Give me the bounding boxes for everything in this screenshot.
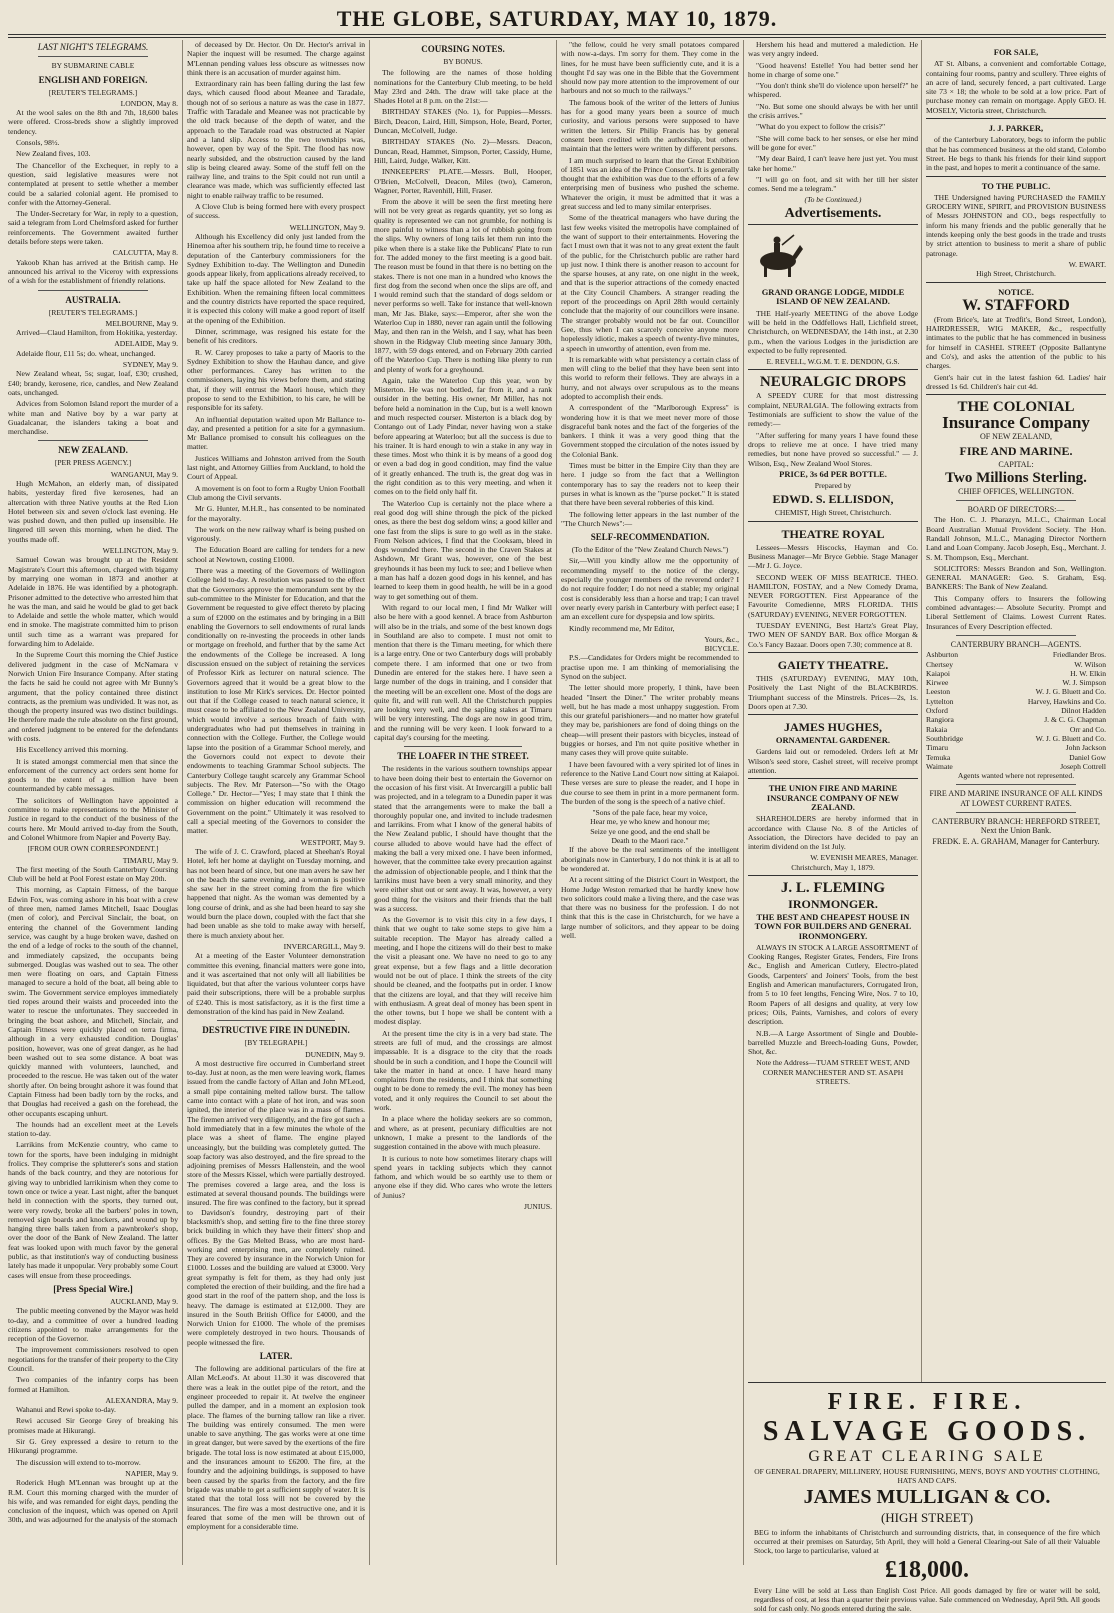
paragraph: A most destructive fire occurred in Cumberland street to-day. Just at noon, as the men were leaving work, flames issued from the candle factory of Allan and John M'Leod, a small pipe containing melted tallow burst. The tallow came into contact with a plate of hot iron, and was soon ignited, the interior of the place was in a mass of flames. The firemen arrived very diligently, and the fire got such a hold immediately that in a few minutes the whole of the place was a sheet of flame. The engine played unceasingly, but the building was completely gutted. The soap factory was also destroyed, and the fire spread to the adjoining premises of Messrs Hallenstein, and the wool store of the Messrs Kissel, which were partially destroyed. The premises covered a large area, and the loss is estimated at several thousand pounds. The buildings were insured. The fire was confined to the factory, but it spread to Davidson's foundry, destroying part of their blacksmith's shop, and setting fire to the fine three storey brick building in which they have their fitters' shop and offices. By the Gas Melted Brass, who are most hard-working and enterprising men, are completely ruined. They are covered by insurance in the Norwich Union for £1000. Losses and the building are valued at £3000. Very great sympathy is felt for them, as they had only just completed the erection of their building, and the fire had a good start in the roof of the pattern shop, and the loss is heavy. The damage is estimated at £12,000. They are insured in the South British Office for £4000, and the Norwich Union for £1000. The whole of the premises were completely destroyed in two hours. Thousands of people witnessed the fire. [187,1058,365,1347]
verse-line: "Sons of the pale face, hear my voice, [592,808,708,818]
rule [38,56,148,57]
paragraph: It is remarkable with what persistency a certain class of men will cling to the belief that they have been sent into this world to reform their fellows. They are always in a hurry, and not always over scrupulous as to the means adopted to accomplish their ends. [561,354,739,401]
advert-terms: Every Line will be sold at Less than English Cost Price. All goods damaged by fire or water will be sold, regardless of cost, at less than a quarter their previous value. Sale commenced on Wednesday, April 9th. All goods sold for cash only. No goods entered during the sale. [754,1586,1100,1613]
dateline: NAPIER, May 9. [125,1468,178,1478]
advert-text: OF NEW ZEALAND, [979,432,1053,442]
dateline: DUNEDIN, May 9. [305,1049,365,1059]
advert-firm-address: (HIGH STREET) [880,1510,974,1525]
dateline: CALCUTTA, May 8. [112,248,178,258]
rule [956,812,1076,813]
paragraph: "You don't think she'll do violence upon herself?" he whispered. [748,81,918,100]
advert-title: TO THE PUBLIC. [981,180,1051,191]
paragraph: I have been favoured with a very spirited lot of lines in reference to the Native Land Court now sitting at Kaiapoi. These verses are sure to please the reader, and I hope in due course to see them in print in a more permanent form. The burden of the song is the speech of a native chief. [561,759,739,806]
advert-signature: W. EVENISH MEARES, Manager. [810,853,918,863]
paragraph: The following letter appears in the last number of the "The Church News":— [561,509,739,528]
agent-row [926,669,1106,678]
rule [956,784,1076,785]
paragraph: Rewi accused Sir George Grey of breaking his promises made at Hikurangi. [8,1416,178,1435]
agent-town: Timaru [926,743,949,753]
paragraph: With regard to our local men, I find Mr Walker will also be here with a good kennel. A brace from Ashburton will also be in the trials, and some of the best known dogs in Southland are also to compete. I must not omit to mention that there is the Timaru meeting, for which there is a large entry. One or two Canterbury dogs will probably compete there. I am informed that one or two from Dunedin are entered for the stakes here. I have seen a large number of the dogs in training, and I consider that the meeting will be an excellent one. Most of the dogs are quite fit, and will run well. All the Christchurch puppies are looking very well, and the sapling stakes at Timaru will be very interesting. The dogs are now in good trim, and the running will be very keen. I look forward to a capital day's coursing for the meeting. [374,602,552,743]
column-rule [556,40,557,1565]
column-4 [561,40,739,1565]
section-heading: AUSTRALIA. [65,294,121,305]
paragraph: BIRTHDAY STAKES (No. 2)—Messrs. Deacon, Duncan, Read, Hammet, Simpson, Porter, Cassidy, Hume, Hill, Laird, Judge, Walker, Kitt. [374,137,552,165]
column-3 [374,40,552,1565]
dateline: ADELAIDE, May 9. [114,339,178,349]
advert-subtitle: Insurance Company [942,413,1090,433]
advert-title: GRAND ORANGE LODGE, MIDDLE ISLAND OF NEW ZEALAND. [761,287,905,307]
closing: Yours, &c., [704,634,739,644]
advert-body: "After suffering for many years I have found these drops to relieve me at once. I have tried many remedies, but none have proved so successful." — J. Wilson, Esq., New Zealand Wool Stores. [748,430,918,468]
paragraph: At a meeting of the Easter Volunteer demonstration committee this evening, financial matters were gone into, and it was ascertained that not only will all liabilities be liquidated, but that after the various volunteer corps have paid their subscriptions, there will be a probable surplus of £240. This is most satisfactory, as it is the first time a demonstration of the kind has paid in New Zealand. [187,951,365,1016]
paragraph: The improvement commissioners resolved to open negotiations for the transfer of their property to the City Council. [8,1345,178,1373]
agent-town: Kaiapoi [926,668,951,678]
paragraph: The solicitors of Wellington have appointed a committee to make representations to the Minister of Justice in regard to the conduct of the business of the courts here. Mr Mould arrived to-day from the South, and Colonel Whitmore from Napier and Poverty Bay. [8,795,178,842]
advert-parker [926,118,1106,172]
advert-body: The Hon. C. J. Pharazyn, M.L.C., Chairman Local Board Australian Mutual Provident Society. The Hon. Randall Johnson, M.L.C., Managing Director Northern Land and Loan Company. Jacob Joseph, Esq., Merchant. J. S. M. Thompson, Esq., Merchant. [926,515,1106,562]
agent-row [926,725,1106,734]
paragraph: In a place where the holiday seekers are so common, and where, as at present, pecuniary difficulties are not unknown, I make a present to the landlords of the suggestion contained in the above with much pleasure. [374,1114,552,1152]
column-1 [8,40,178,1565]
paragraph: "the fellow, could he very small potatoes compared with now-a-days. I'm sorry for them. They come in the lines, for he must have been sufficiently cute, and it is a thought I'd say was one in the Bible that the Government should now pay more attention to the improvement of our harbours and not so much to the railways." [561,40,739,96]
paragraph: Sir G. Grey expressed a desire to return to the Hikurangi programme. [8,1437,178,1456]
rule [956,500,1076,501]
dateline: ALEXANDRA, May 9. [105,1395,178,1405]
paragraph: Extraordinary rain has been falling during the last few days, which caused flood about Meanee and Taradale, though not of so serious a nature as was the case in 1877. Traffic with Taradale and Meanee was not practicable by the old track because of the depth of water, and the approach to the Taradale road was obstructed at Napier and a land slip. Access to the two townships was, however, open by way of the Spit. The flood has now nearly subsided, and the obstruction caused by the land slip is being cleared away. Some of the stuff fell on the railway line, and trains to the Spit could not run until a clearance was made, which was sufficiently effected last night to enable railway traffic to be resumed. [187,79,365,200]
advert-body: Lessees—Messrs Hiscocks, Hayman and Co. Business Manager—Mr Bryce Gebbie. Stage Manager—Mr J. G. Joyce. [748,542,918,571]
advert-body: THE Undersigned having PURCHASED the FAMILY GROCERY WINE, SPIRIT, and PROVISION BUSINESS of Messrs JOHNSTON and CO., begs respectfully to inform his many friends and the public generally that he intends keeping only the best goods in the trade and trusts by strict attention to business to merit a share of public patronage. [926,192,1106,258]
advert-body: Gardens laid out or remodeled. Orders left at Mr Wilson's seed store, Cashel street, will receive prompt attention. [748,747,918,776]
advert-sale-title: GREAT CLEARING SALE [808,1448,1046,1465]
paragraph: At the wool sales on the 8th and 7th, 18,600 bales were offered. Cross-breds show a slightly improved tendency. [8,108,178,136]
agent-row [926,734,1106,743]
advert-title: THE UNION FIRE AND MARINE INSURANCE COMPANY OF NEW ZEALAND. [766,783,900,812]
agent-town: Ashburton [926,650,959,660]
agent-name: Dilnot Hadden [1061,706,1106,716]
paragraph: A Clove Club is being formed here with every prospect of success. [187,202,365,221]
agent-town: Rangiora [926,715,954,725]
agent-town: Leeston [926,687,951,697]
advert-body: TUESDAY EVENING, Best Hartz's Great Play, TWO MEN OF SANDY BAR. Box office Morgan & Co.'s Fancy Bazaar. Doors open 7.30; commence at 8. [748,621,918,649]
advert-text: FIRE AND MARINE INSURANCE OF ALL KINDS AT LOWEST CURRENT RATES. [929,789,1103,808]
dateline: WELLINGTON, May 9. [289,222,365,232]
paragraph: The Under-Secretary for War, in reply to a question, said a telegram from Lord Chelmsford asked for further reinforcements. The Government awaited further details before steps were taken. [8,209,178,247]
dateline: WESTPORT, May 9. [300,837,365,847]
advert-signature: W. EWART. [1068,259,1106,269]
advert-fire-title: FIRE. FIRE. [827,1389,1027,1415]
paragraph: BIRTHDAY STAKES (No. 1), for Puppies—Messrs. Birch, Deacon, Laird, Hill, Simpson, Hole, Beard, Porter, Duncan, McColvell, Judge. [374,107,552,136]
paragraph: A movement is on foot to form a Rugby Union Football Club among the Civil servants. [187,483,365,502]
paragraph: At the present time the city is in a very bad state. The streets are full of mud, and the crossings are almost impassable. It is a disgrace to the city that the roads should be in such a condition, and I hope the Council will take the matter in hand at once. I have heard many complaints from the residents, and I think that something ought to be done to remedy the evil. The money has been voted, and it only requires the Council to set about the work. [374,1028,552,1113]
agent-name: W. J. G. Bluett and Co. [1035,687,1106,697]
advert-salvage-title: SALVAGE GOODS. [762,1416,1092,1447]
agent-name: W. Wilson [1074,659,1106,669]
advert-title: J. J. PARKER, [988,123,1044,134]
paragraph: The wife of J. C. Crawford, placed at Sheehan's Royal Hotel, left her home at daylight on Tuesday morning, and has not been heard of since, but one man avers he saw her on the beach the same evening, and a woman is positive she saw her in the street coming from the fire which happened that night. As the woman was demented by a long course of drink, and as she had been heard to say she would burn the place down, coupled with the fact that she had been unable as she told to make away with herself, there is much anxiety about her. [187,846,365,940]
subheading: (To the Editor of the "New Zealand Church News.") [571,545,729,555]
paragraph: At a recent sitting of the District Court in Westport, the Home Judge Weston remarked that he hardly knew how two solicitors could make a living there, and the case was that there was no business for the profession. I do not think that this is the case in Christchurch, for we have a large number of solicitors, and they appear to be doing well. [561,875,739,941]
paragraph: P.S.—Candidates for Orders might be recommended to practise upon me. I am thinking of memorialising the Synod on the subject. [561,653,739,681]
advert-body: SECOND WEEK OF MISS BEATRICE. THEO. HAMILTON, FOSTAY, and a New Comedy Drama, NEVER FORGOTTEN. First Appearance of the Favourite Comedienne, MRS FLORIDA. THIS (SATURDAY) EVENING, NEVER FORGOTTEN. [748,572,918,619]
advert-title: THE COLONIAL [957,399,1075,416]
advert-signature: E. REVELL, W.G.M. T. E. DENDON, G.S. [766,357,900,367]
source-note: [FROM OUR OWN CORRESPONDENT.] [27,844,159,854]
column-rule [743,40,744,1565]
advert-address: High Street, Christchurch. [976,269,1056,279]
dateline: WELLINGTON, May 9. [102,546,178,556]
subheading: BY SUBMARINE CABLE [51,61,135,71]
section-heading: DESTRUCTIVE FIRE IN DUNEDIN. [202,1025,350,1036]
agent-row [926,715,1106,724]
paragraph: "No. But some one should always be with her until the crisis arrives." [748,101,918,121]
section-heading: THE LOAFER IN THE STREET. [397,751,529,762]
paragraph: The Education Board are calling for tenders for a new school at Newtown, costing £1000. [187,545,365,564]
advert-address: CHEMIST, High Street, Christchurch. [774,508,892,518]
advert-title: NOTICE. [998,286,1034,297]
advert-text: Agents wanted where not represented. [957,771,1075,781]
dateline: SYDNEY, May 9. [122,360,178,370]
advert-body: A SPEEDY CURE for that most distressing complaint, NEURALGIA. The following extracts from Testimonials are sufficient to show the value of the remedy:— [748,391,918,429]
agent-row [926,678,1106,687]
rule [217,1020,335,1021]
advert-gaiety-theatre [748,652,918,711]
section-heading: ENGLISH AND FOREIGN. [38,74,148,85]
paragraph: Samuel Cowan was brought up at the Resident Magistrate's Court this afternoon, charged with bigamy by marrying one woman in 1873 and another at Adelaide in 1876. He was identified by a photograph. Prisoner admitted to the detective who arrested him that he was the man, and said he would be glad to get back to Adelaide and settle the whole matter, which would end in smoke. The magistrate committed him to prison until such time as a warrant was prepared for forwarding him to Adelaide. [8,555,178,649]
paragraph: The letter should more properly, I think, have been headed "Insert the Diner." The writer probably means well, but he has made a most unhappy suggestion. From this our grateful parishioners—and no matter how grateful they may be, parishioners are fond of doing things on the cheap—will present their pastors with bicycles, instead of buggies or horses, and I'm not quite positive whether in many cases they will prove quite suitable. [561,683,739,758]
paragraph: Two companies of the infantry corps has been formed at Hamilton. [8,1375,178,1394]
paragraph: His Excellency arrived this morning. [16,745,128,755]
paragraph: It is curious to note how sometimes literary chaps will spend years in tackling subjects which they cannot fathom, and which would be so earthly use to them or anyone else if they did. Who cares who wrote the letters of Junius? [374,1153,552,1200]
paragraph: Kindly recommend me, Mr Editor, [569,623,675,633]
advert-colonial-insurance [926,394,1106,846]
verse-line: Hear me, ye who knew and honour me; [590,817,710,827]
paragraph: R. W. Carey proposes to take a party of Maoris to the Sydney Exhibition to show the Hauhau dance, and give other performances. Carey has written to the commissioners, laying his views before them, and stating that, if they will entrust the Maori house, which they propose to send to the Exhibition, to his care, he will be responsible for its safety. [187,347,365,413]
advert-body: THE Half-yearly MEETING of the above Lodge will be held in the Oddfellows Hall, Lichfield street, Christchurch, on WEDNESDAY, the 14th inst., at 2.30 p.m., when the various Lodges in the jurisdiction are expected to be fully represented. [748,308,918,355]
advert-body: (From Brice's, late at Tredfit's, Bond Street, London), HAIRDRESSER, WIG MAKER, &c., respectfully intimates to the public that he has commenced in business for himself in CASHEL STREET (Opposite Ballantyne and Co's), and asks the attention of the public to his charges. [926,314,1106,371]
advert-subtitle: IRONMONGER. [788,897,878,911]
section-heading: SELF-RECOMMENDATION. [590,532,710,543]
agent-name: J. & C. G. Chapman [1044,715,1106,725]
paragraph: From the above it will be seen the first meeting here will not be very great as regards quantity, yet so long as quality is represented we can not grumble, for nothing is more painful to witness than a lot of rubbish going from the slips. Why owners of long tails let them run into the pike when there is a stake like the Publicans' Plate to run for. The added money to the first meeting is a good bait. The reason must be found in that there is no betting on the stakes. There is not one man in a hundred who knows the first dog from the second when once the slips are off, and I would remind such that the standard of dogs seldom or never performs so well. Take for instance that well-known man, Mr Jas. Blake, says:—Emperor, after she won the Waterloo Cup in 1880, never ran again until the following May, and then ran in the Welsh, and I say, what has been shown in the Ridgway Club meeting since January 30th, 1877, with 59 dogs entered, and on February 20th carried off the Waterloo Cup. There is nothing like plenty to run and plenty of work for a greyhound. [374,197,552,374]
agent-name: H. W. Elkin [1070,668,1106,678]
agent-name: Harvey, Hawkins and Co. [1027,696,1106,706]
paragraph: The work on the new railway wharf is being pushed on vigorously. [187,524,365,544]
advert-body: BEG to inform the inhabitants of Christchurch and surrounding districts, that, in consequence of the fire which occurred at their premises on Saturday, 5th April, they will hold a General Clearing-out Sale of all their Valuable Stock, too large to particularise, valued at [754,1528,1100,1555]
advert-fleming [748,875,918,1086]
paragraph: Again, take the Waterloo Cup this year, won by Misterton. He was not bottled, far from it, and a rank outsider in the betting. His owner, Mr Miller, has not before held a nomination in the Cup, but is a well known and much respected courser. Misterton is a black dog by Contango out of Lady Pindar, never having won a stake before appearing at Waterloo; but all the success is due to his trainer. It is hard enough to win a stake in any way in these times. Most who think it is by means of a good dog or even a bad dog in good condition, may find the value of it greatly enhanced. The truth is, the great dog was in the right condition as to this very meeting, and when it comes on to the field only half fit. [374,375,552,497]
advert-body: of the Canterbury Laboratory, begs to inform the public that he has commenced business at the old stand, Colombo Street. He begs to thank his friends for their kind support in the past, and hopes to merit a continuance of the same. [926,135,1106,173]
paragraph: INNKEEPERS' PLATE.—Messrs. Bull, Hooper, O'Brien, McColvell, Deacon, Miles (two), Cameron, Wagner, Porter, Ravenhill, Hill, Fraser. [374,167,552,195]
advert-ewart [926,176,1106,279]
agent-name: W. J. Simpson [1062,678,1106,688]
source-note: [PER PRESS AGENCY.] [54,458,132,468]
agent-row [926,697,1106,706]
dateline: INVERCARGILL, May 9. [283,941,365,951]
paragraph: Hershem his head and muttered a malediction. He was very angry indeed. [748,40,918,59]
rule [38,440,148,441]
section-heading: LAST NIGHT'S TELEGRAMS. [37,42,149,52]
section-heading: NEW ZEALAND. [58,445,128,456]
paragraph: An influential deputation waited upon Mr Ballance to-day, and presented a petition for a site for a gymnasium. Mr Ballance promised to consult his colleagues on the matter. [187,414,365,452]
paragraph: "My dear Baird, I can't leave here just yet. You must take her home." [748,154,918,173]
paragraph: The public meeting convened by the Mayor was held to-day, and a committee of over a hundred leading citizens appointed to make arrangements for the reception of the Governor. [8,1306,178,1344]
advert-goods-list: OF GENERAL DRAPERY, MILLINERY, HOUSE FURNISHING, MEN'S, BOYS' AND YOUTHS' CLOTHING, HATS AND CAPS. [754,1467,1100,1485]
advert-tagline: THE BEST AND CHEAPEST HOUSE IN TOWN FOR BUILDERS AND GENERAL IRONMONGERY. [754,912,912,941]
paragraph: Larrikins from McKenzie country, who came to town for the sports, have been indulging in midnight frolics. They comprise the splutterer's sons and station hands of the back country, and they are notorious for giving way to unbridled larrikinism when they come to town once or twice a year. Last night, after the banquet held in connection with the sports, they turned out, were very rowdy, broke all the barbers' poles in town, removed sign boards and knockers, and wound up by hanging three balls taken from a pawnbroker's shop, over the door of the Bank of New Zealand. The latter feat was looked upon with much favor by the general public, as that institution's way of conducting business lately has made it unpopular. Very probably some Court cases will ensue from these proceedings. [8,1140,178,1280]
masthead [0,0,1114,40]
advert-subtitle: ORNAMENTAL GARDENER. [775,735,891,746]
agent-name: Orr and Co. [1069,724,1106,734]
advert-capital: Two Millions Sterling. [945,469,1087,486]
advert-body: THIS (SATURDAY) EVENING, MAY 10th, Positively the Last Night of the BLACKBIRDS. Triumphant success of the Minstrels. Prices—2s, 1s. Doors open at 7.30. [748,673,918,711]
advert-title: THEATRE ROYAL [781,526,885,541]
paragraph: The first meeting of the South Canterbury Coursing Club will be held at Pool Forest estate on May 20th. [8,864,178,884]
advert-body: SHAREHOLDERS are hereby informed that in accordance with Clause No. 8 of the Articles of Association, the Directors have decided to pay an interim dividend on the 1st July. [748,814,918,852]
paragraph: Some of the theatrical managers who have during the last few weeks visited the metropolis have complained of the want of support to their entertainments. Hovering the fact I must own that it was not to any great extent the fault of the public, for the Christchurch public are rather hard up just now. I think there is another reason to account for the sparse houses, at any rate, on one night in the week, and that is the superior attractions of the comedy enacted at the City Council Chambers. A stranger reading the report of the proceedings on April 28th would certainly conclude that the majority of our councillors were insane. The stranger probably would not be far out. Councillor Gee, thus when I can scarcely conceive anyone more hopelessly idiotic, makes a speech of twenty-five minutes, a speech in unworthy of attention, even from me. [561,213,739,353]
paragraph: It is stated amongst commercial men that since the enforcement of the currency act orders sent home for goods to the extent of a million have been countermanded by cable messages. [8,756,178,794]
advert-text: CAPITAL: [998,459,1034,469]
paragraph: This morning, as Captain Fitness, of the barque Edwin Fox, was coming ashore in his boat with a crew of three men, named James Mitchell, Isaac Douglas (men of color), and Percival Sinclair, the boat, on entering the channel of the Government landing service, was caught by a huge broken wave, dashed on the end of a ledge of rocks to the south of the channel, and immediately capsized, the occupants being submerged. Douglas was washed out to sea. The other men were floating on oars, and Captain Fitness managed to secure a hold of the boat, all being able to swim. The Government service employes immediately tied ropes around their waists and proceeded into the water to rescue the unfortunates. They succeeded in bringing the boat ashore, and Mitchell, Sinclair, and Captain Fitness were quickly placed on terra firma, although in a very exhausted condition. Douglas' position, however, was one of great danger, as he had been washed out to sea some distance. A boat was quickly manned with volunteers, launched, and proceeded to the rescue. He was taken out of the water shortly after. On being brought ashore it was found that Captain Fitness had been badly torn by the rocks, and that Douglas had received a gash on the forehead, the other occupants escaping unhurt. [8,885,178,1118]
agent-town: Oxford [926,706,948,716]
column-rule [369,40,370,1565]
agent-name: Daniel Gow [1069,752,1106,762]
paragraph: New Zealand wheat, 5s; sugar, loaf, £30; crushed, £40; brandy, kerosene, rice, candles, and New Zealand oats, unchanged. [8,369,178,397]
paragraph: "Good heavens! Estelle! You had better send her home in charge of some one." [748,60,918,79]
paragraph: In the Supreme Court this morning the Chief Justice delivered judgment in the case of McNamara v Norwich Union Fire Insurance Company. After stating the facts he said he could not agree with Mr Bunny's argument, that the policy contained three distinct contracts, as the premium was undivided. It was not, as though the property insured was two distinct buildings. He therefore made the rule absolute on the first ground, and ordered judgment to be entered for the defendants with costs. [8,650,178,743]
advert-text: FIRE AND MARINE. [959,443,1073,458]
agent-row [926,753,1106,762]
advert-text: CANTERBURY BRANCH: HEREFORD STREET, Next the Union Bank. [931,817,1100,836]
section-heading: [Press Special Wire.] [53,1283,133,1294]
paragraph: Justices Williams and Johnston arrived from the South last night, and Attorney Gillies from Auckland, to hold the Court of Appeal. [187,453,365,482]
agent-row [926,743,1106,752]
agent-town: Southbridge [926,733,964,743]
column-rule [921,40,922,1565]
paragraph: As the Governor is to visit this city in a few days, I think that we ought to take some steps to give him a suitable reception. The Mayor has already called a meeting, and I hope the citizens will do their best to make the visit a pleasant one. We have no need to go to any great expense, but a few flags and a little decoration would not be out of place. I think the streets of the city should be cleaned, and the footpaths put in order. I know that the citizens are loyal, and that they will receive him with enthusiasm. A great deal of money has been spent in the other towns, but I hope we shall be content with a modest display. [374,915,552,1027]
source-note: [REUTER'S TELEGRAMS.] [48,307,138,317]
newspaper-title: THE GLOBE, SATURDAY, MAY 10, 1879. [336,6,778,31]
paragraph: Mr G. Hunter, M.H.R., has consented to be nominated for the mayoralty. [187,504,365,523]
agent-name: Friedlander Bros. [1052,650,1106,660]
dateline: TIMARU, May 9. [122,855,178,865]
column-rule [182,40,183,1565]
paragraph: The following are additional particulars of the fire at Allan McLeod's. At about 11.30 it was discovered that there was a leak in the outlet pipe of the retort, and the engineer proceeded to repair it. At twelve the engineer pulled the damper, and in a moment an explosion took place. The flames of the burning tallow ran like a river. The building was entirely consumed. The men were unable to save anything. The gas works were at one time in great danger, but were saved by the exertions of the fire brigade. The total loss is now estimated at about £15,000, and the insurances amount to £6200. The fire, at the foundry and the adjoining buildings, is supposed to have been caused by the sparks from the factory, and the fire brigade was unable to get a sufficient supply of water. It is stated that the total loss will not be covered by the insurances. The fire was a most destructive one, and it is feared that some of the men will be thrown out of employment for a considerable time. [187,1364,365,1532]
section-heading: LATER. [259,1351,293,1362]
continued-note: (To be Continued.) [804,195,862,205]
paragraph: Arrived—Claud Hamilton, from Hokitika, yesterday. [16,328,178,338]
agent-town: Rakaia [926,724,948,734]
agent-name: Joseph Cottrell [1060,761,1106,771]
advert-title: GAIETY THEATRE. [777,657,889,672]
paragraph: Times must be bitter in the Empire City than they are here. I judge so from the fact that a Wellington contemporary has to say the readers not to keep their purses in what is known as the "purse pocket." It is stated that there have been several robberies of this kind. [561,461,739,508]
advert-price: PRICE, 3s 6d PER BOTTLE. [779,468,887,479]
dateline: LONDON, May 8. [120,98,178,108]
advert-text: Prepared by [814,481,852,491]
paragraph: Sir,—Will you kindly allow me the opportunity of recommending myself to the notice of the clergy, especially the younger members of the reverend order? I do not require fodder; I do not need a stable; my original cost is considerably less than a horse and trap; I can travel over nearly every parish in Canterbury with perfect ease; I am an excellent cure for dyspepsia and low spirits. [561,556,739,622]
advertisements-heading: Advertisements. [784,205,882,221]
dateline: WANGANUI, May 9. [110,469,178,479]
agent-name: W. J. G. Bluett and Co. [1035,733,1106,743]
paragraph: The hounds had an excellent meet at the Levels station to-day. [8,1119,178,1139]
advert-text: CANTERBURY BRANCH—AGENTS. [950,639,1082,649]
advert-body: AT St. Albans, a convenient and comfortable Cottage, containing four rooms, pantry and scullery. Three eights of an acre of land, securely fenced, a part cultivated. Large site 73 × 18; the whole to be sold at a low price. Part of purchase money can remain on mortgage. Apply GEO. H. MOSELY, Victoria street, Christchurch. [926,59,1106,115]
advert-firm-name: JAMES MULLIGAN & CO. [803,1486,1051,1508]
paragraph: "I will go on foot, and sit with her till her sister comes. Send me a telegram." [748,174,918,194]
paragraph: The discussion will extend to to-morrow. [16,1457,141,1467]
verse-line: Seize ye one good, and the end shall be [590,826,710,836]
equestrian-emblem-icon [748,231,808,281]
advert-date: Christchurch, May 1, 1879. [791,862,875,872]
paragraph: Adelaide flour, £11 5s; do. wheat, unchanged. [16,348,156,358]
agent-list [926,650,1106,771]
section-heading: COURSING NOTES. [421,44,505,54]
verse-line: Death to the Maori race." [611,836,689,846]
column-5 [748,40,918,1565]
signature: BICYCLE. [704,644,739,654]
paragraph: There was a meeting of the Governors of Wellington College held to-day. A resolution was passed to the effect that the Governors approve the memorandum sent by the sub-committee to the Minister for Education, and that the Government be requested to give effect thereto by placing a sum of £2000 on the estimates and by bringing in a Bill enabling the Governors to sell endowments of rural lands conditionally on re-investing the proceeds in other lands or mortgage on freehold, and further that by the same Act the endowments of the College be increased. A long discussion ensued on the subject of retaining the services of Professor Kirk as lecturer on natural science. The Governors agreed that it would be a great blow to the institution to lose Mr Kirk's services. Dr. Hector pointed out that if the College ceased to teach natural science, it must cease to be affiliated to the New Zealand University, which would involve a serious breach of faith with undergraduates who had put themselves in training in connection with the College. Further, the College would lapse into the position of a Grammar School merely, and the Governors could not expect to devote their endowments to teaching Grammar School subjects. The Canterbury College taught scarcely any Grammar School subjects. The Rev. Mr Paterson—"So with the Otago College." Dr. Hector—"Yes; I may state that I think the commission on higher education will recommend the Government on the point." Ultimately it was resolved to call a special meeting of the Governors to consider the matter. [187,566,365,836]
paragraph: The famous book of the writer of the letters of Junius has for a good many years been a source of much curiosity, and various persons were supposed to have written the letters. Sir Philip Francis has by general consent been credited with the authorship, but others maintain that the letters were written by different persons. [561,97,739,154]
agent-town: Waimate [926,761,953,771]
paragraph: The Chancellor of the Exchequer, in reply to a question, said legislative measures were not contemplated at present to settle whether a member could be a salaried colonial agent. He promised to confer with the Attorney-General. [8,160,178,207]
advert-stafford [926,282,1106,392]
paragraph: A correspondent of the "Marlborough Express" is wondering how it is that we meet never more of those disgraceful bank notes and the fact of the forgeries of the bankers. I think it was a very good thing that the Government stopped the circulation of the notes issued by the Colonial Bank. [561,403,739,459]
paragraph: Yakoob Khan has arrived at the British camp. He announced his arrival to the Viceroy with expressions of a wish for the establishment of friendly relations. [8,257,178,286]
agent-town: Temuka [926,752,951,762]
advert-for-sale [926,43,1106,115]
advert-salvage-goods [748,1382,1106,1613]
agent-town: Chertsey [926,659,953,669]
advert-prices: Gent's hair cut in the latest fashion 6d. Ladies' hair dressed 1s 6d. Children's hair cut 4d. [926,372,1106,391]
rule [38,290,148,291]
paragraph: of deceased by Dr. Hector. On Dr. Hector's arrival in Napier the inquest will be resumed. The charge against M'Lennan pending values less obscure as witnesses now think there is an accusation of murder against him. [187,40,365,77]
agent-row [926,706,1106,715]
paragraph: New Zealand fives, 103. [16,149,91,159]
agent-row [926,762,1106,771]
advert-james-hughes [748,714,918,775]
agent-row [926,660,1106,669]
advert-title: FOR SALE, [993,47,1039,57]
paragraph: Wahanui and Rewi spoke to-day. [16,1405,116,1415]
dateline: AUCKLAND, May 9. [110,1296,178,1306]
paragraph: "She will come back to her senses, or else her mind will be gone for ever." [748,133,918,152]
advert-theatre-royal [748,521,918,649]
advert-name: EDWD. S. ELLISDON, [772,492,894,507]
advert-union-fire [748,778,918,872]
advert-text: FREDK. E. A. GRAHAM, Manager for Canterbury. [932,836,1100,846]
paragraph: Dinner, scrimmage, was resigned his estate for the benefit of his creditors. [187,326,365,346]
paragraph: The following are the names of those holding nominations for the Canterbury Club meeting, to be held May 23rd and 24th. The draw will take place at the Shades Hotel at 8 p.m. on the 21st:— [374,68,552,106]
paragraph: I am much surprised to learn that the Great Exhibition of 1851 was an idea of the Prince Consort's. It is generally thought that the exhibition was due to the efforts of a few enterprising men of business who pushed the scheme. Whatever the origin, it must be admitted that it was a great success and led to many similar enterprises. [561,155,739,212]
advert-title: JAMES HUGHES, [783,720,882,735]
agent-row [926,650,1106,659]
advert-body: ALWAYS IN STOCK A LARGE ASSORTMENT of Cooking Ranges, Register Grates, Fenders, Fire Irons &c., English and American Cutlery, Electro-plated Goods, Carpenters' and Joiners' Tools, from the best English and American manufacturers, Corrugated Iron, from 5 to 10 feet lengths, Fencing Wire, Nos. 7 to 10, Room Papers of all designs and quality, at very low prices; Oils, Paints, Varnishes, and colors of every description. [748,942,918,1027]
column-6 [926,40,1106,1565]
source-note: [REUTER'S TELEGRAMS.] [48,87,138,97]
paragraph: The Waterloo Cup is certainly not the place where a real good dog will shine through the pick of the picked ones, as there the best dog seldom wins; a good killer and one fast from the slips is sure to go well as in the stake. From Nelson advices, I find that the Cooksam, bleed in dogs wounded there. The second in the Craven Stakes at Ashdown, Mr Grant was, however, one of the best greyhounds it has been my luck to see; and I believe when a man has half a dozen good dogs in his kennel, and has learned to keep them in good health, he will be in a good way to get something out of them. [374,498,552,601]
advert-name: W. STAFFORD [962,296,1070,314]
byline: BY BONUS. [443,57,483,66]
column-2 [187,40,365,1565]
masthead-rule [8,34,1106,38]
dateline: MELBOURNE, May 9. [105,318,178,328]
paragraph: Hugh McMahon, an elderly man, of dissipated habits, yesterday fired five kerosenes, had an altercation with three Native youths at the Red Lion Hotel between six and seven o'clock last evening. He was pushed down, and then pulled up insensible. He lingered till seven this morning, when he died. The youths made off. [8,478,178,544]
advert-neuralgic-drops [748,369,918,517]
advert-body: N.B.—A Large Assortment of Single and Double-barrelled Muzzle and Breech-loading Guns, Powder, Shot, &c. [748,1028,918,1057]
paragraph: "What do you expect to follow the crisis?" [756,122,886,132]
agent-town: Kirwee [926,678,949,688]
advert-value: £18,000. [885,1557,969,1583]
paragraph: If the above be the real sentiments of the intelligent aboriginals now in Canterbury, I do not think it is at all to be wondered at. [561,845,739,873]
paragraph: The residents in the various southern townships appear to have been doing their best to entertain the Governor on the occasion of his first visit. At Invercargill a public ball was projected, and in a telegram to a Dunedin paper it was stated that the arrangements were to make the ball a thoroughly popular one, and invited to include tradesmen and larrikins. From what I know of the general habits of the New Zealand public, I should have thought that the course alluded to above would have had the effect of making the ball a very mixed one. I have been informed, however, that the committee take every precaution against the admission of objectionable people, and I think that the larrikins must have been a very small minority, and they were either shut out or sent away. It was, however, a very good thing for the visitors and their friends that the ball was a success. [374,764,552,913]
paragraph: Consols, 98½. [16,138,60,148]
advert-text: BOARD OF DIRECTORS:— [967,505,1065,515]
advert-address: Note the Address—TUAM STREET WEST, AND CORNER MANCHESTER AND ST. ASAPH STREETS. [756,1058,910,1087]
advert-orange-lodge [748,224,918,367]
paragraph: Roderick Hugh M'Lennan was brought up at the R.M. Court this morning charged with the murder of his wife, and was remanded for eight days, pending the conclusion of the inquest, which was opened on April 30th, and was adjourned for the analysis of the stomach [8,1478,178,1525]
agent-town: Lyttelton [926,696,954,706]
agent-name: John Jackson [1065,743,1106,753]
agent-row [926,687,1106,696]
advert-text: CHIEF OFFICES, WELLINGTON. [958,486,1074,496]
advert-title: NEURALGIC DROPS [759,374,907,391]
paragraph: Advices from Solomon Island report the murder of a white man and Native boy by a war party at Guadalcanar, the islanders taking a boat and merchandise. [8,399,178,437]
signature: JUNIUS. [523,1202,552,1212]
rule [956,635,1076,636]
advert-body: SOLICITORS: Messrs Brandon and Son, Wellington. GENERAL MANAGER: Geo. S. Graham, Esq. BANKERS: The Bank of New Zealand. [926,563,1106,592]
rule [404,746,522,747]
advert-body: This Company offers to Insurers the following combined advantages:— Absolute Security. Prompt and Liberal Settlement of Claims. Lowest Current Rates. Insurances of Every Description effected. [926,593,1106,631]
paragraph: Although his Excellency did only just landed from the Hinemoa after his southern trip, he found time to receive a deputation of the Canterbury commissioners for the Sydney Exhibition to-day. The Wellington and Dunedin goods appear likely, from applications already received, to take up half the space alloted for New Zealand to the Exhibition. When the remaining fifteen local committees and the country districts have reported the space required, it is expected this colony will make a good report of itself at the opening of the Exhibition. [187,231,365,325]
source-note: [BY TELEGRAPH.] [244,1038,308,1048]
advert-title: J. L. FLEMING [780,880,886,896]
